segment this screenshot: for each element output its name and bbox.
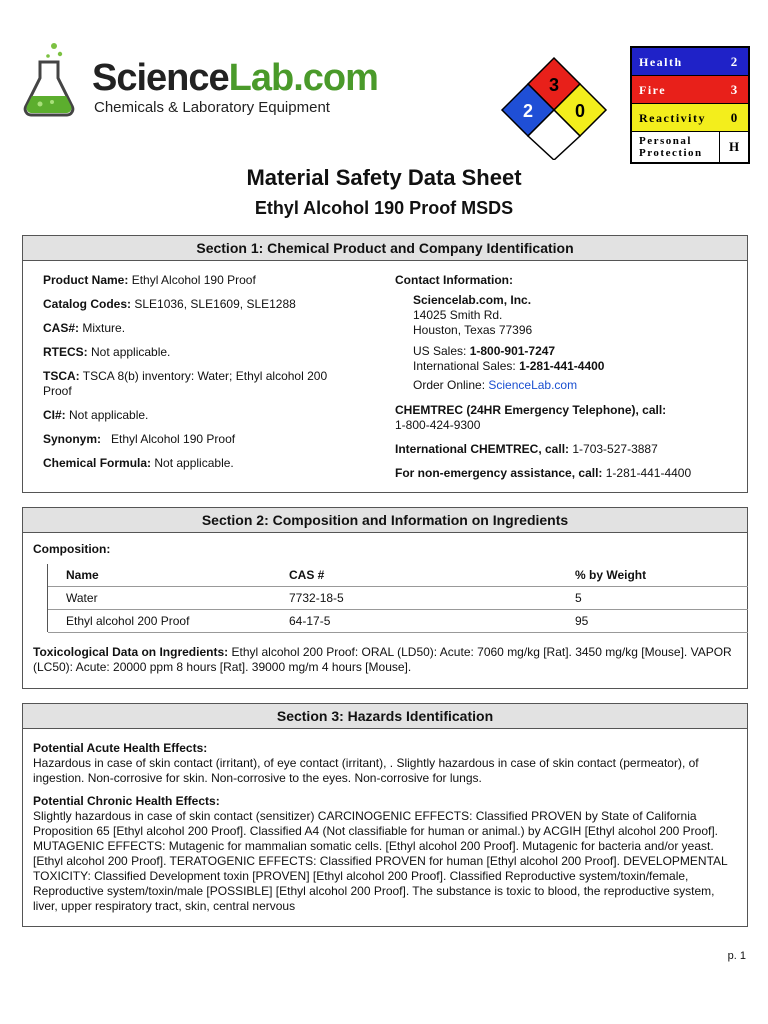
cell-weight: 5 <box>575 591 582 605</box>
hmis-row-personal-protection <box>632 132 748 162</box>
hmis-value: H <box>719 132 748 162</box>
table-row <box>48 586 748 609</box>
section-3 <box>22 703 748 927</box>
ci-number: CI#: Not applicable. <box>43 408 149 422</box>
cell-cas: 64-17-5 <box>289 614 331 628</box>
international-chemtrec: International CHEMTREC, call: 1-703-527-3887 <box>395 442 658 456</box>
nfpa-health-value: 2 <box>522 101 534 121</box>
hmis-label: Reactivity <box>639 110 706 125</box>
hmis-value: 2 <box>730 53 738 69</box>
column-header-name: Name <box>66 568 99 582</box>
hmis-label: Health <box>639 54 683 69</box>
international-sales: International Sales: 1-281-441-4400 <box>413 359 605 373</box>
us-sales: US Sales: 1-800-901-7247 <box>413 344 556 358</box>
chronic-effects-text: Slightly hazardous in case of skin contact (sensitizer) CARCINOGENIC EFFECTS: Classified PROVEN by State of California Proposition 65 [Ethyl alcohol 200 Proof]. Classified A4 (Not classifiable for human or animal.) by ACGIH [Ethyl alcohol 200 Proof]. MUTAGENIC EFFECTS: Mutagenic for mammalian somatic cells. [Ethyl alcohol 200 Proof]. Mutagenic for bacteria and/or yeast. [Ethyl alcohol 200 Proof]. TERATOGENIC EFFECTS: Classified PROVEN for human [Ethyl alcohol 200 Proof]. DEVELOPMENTAL TOXICITY: Classified Development toxin [PROVEN] [Ethyl alcohol 200 Proof]. Classified Reproductive system/toxin/female, Reproductive system/toxin/male [POSSIBLE] [Ethyl alcohol 200 Proof]. The substance is toxic to blood, the reproductive system, liver, upper respiratory tract, skin, central nervous <box>33 809 728 913</box>
sciencelab-link[interactable]: ScienceLab.com <box>488 378 578 392</box>
contact-information-label: Contact Information: <box>395 273 513 287</box>
brand-logo-text <box>92 58 378 98</box>
cell-cas: 7732-18-5 <box>289 591 344 605</box>
brand-tagline: Chemicals & Laboratory Equipment <box>94 99 330 116</box>
non-emergency-assistance: For non-emergency assistance, call: 1-281-441-4400 <box>395 466 692 480</box>
address-line-2: Houston, Texas 77396 <box>413 323 533 337</box>
hmis-label: Personal Protection <box>639 135 703 159</box>
nfpa-diamond <box>498 56 610 160</box>
page-number: p. 1 <box>727 950 746 962</box>
section-heading: Section 3: Hazards Identification <box>23 704 747 729</box>
flask-logo-icon <box>18 40 78 120</box>
brand-part-lab: Lab <box>228 57 294 99</box>
hmis-rating-table <box>630 46 750 164</box>
nfpa-fire-value: 3 <box>548 75 560 95</box>
chemtrec-phone: 1-800-424-9300 <box>395 418 481 432</box>
table-row <box>48 609 748 633</box>
cell-name: Water <box>66 591 98 605</box>
company-name: Sciencelab.com, Inc. <box>413 293 532 307</box>
hmis-value: 3 <box>730 81 738 97</box>
catalog-codes: Catalog Codes: SLE1036, SLE1609, SLE1288 <box>43 297 296 311</box>
acute-effects-label: Potential Acute Health Effects: <box>33 741 208 755</box>
nfpa-reactivity-value: 0 <box>574 101 586 121</box>
chronic-effects-label: Potential Chronic Health Effects: <box>33 794 220 808</box>
document-subtitle: Ethyl Alcohol 190 Proof MSDS <box>254 198 514 218</box>
brand-part-com: .com <box>293 57 378 99</box>
hmis-row-health <box>632 48 748 76</box>
hmis-value: 0 <box>730 109 738 125</box>
product-name: Product Name: Ethyl Alcohol 190 Proof <box>43 273 256 287</box>
chemical-formula: Chemical Formula: Not applicable. <box>43 456 234 470</box>
cell-name: Ethyl alcohol 200 Proof <box>66 614 190 628</box>
document-title: Material Safety Data Sheet <box>246 165 522 190</box>
section-heading: Section 1: Chemical Product and Company Identification <box>23 236 747 261</box>
column-header-cas: CAS # <box>289 568 325 582</box>
chemtrec-label: CHEMTREC (24HR Emergency Telephone), call: <box>395 403 667 417</box>
section-2 <box>22 507 748 689</box>
hmis-label: Fire <box>639 82 667 97</box>
table-header-row <box>48 564 748 586</box>
cas-number: CAS#: Mixture. <box>43 321 126 335</box>
brand-part-science: Science <box>92 57 229 99</box>
hmis-row-fire <box>632 76 748 104</box>
toxicological-data: Toxicological Data on Ingredients: Ethyl alcohol 200 Proof: ORAL (LD50): Acute: 7060 mg/kg [Rat]. 3450 mg/kg [Mouse]. VAPOR (LC50): Acute: 20000 ppm 8 hours [Rat]. 39000 mg/m 4 hours [Mouse]. <box>33 645 732 674</box>
synonym: Synonym: Ethyl Alcohol 190 Proof <box>43 432 236 446</box>
cell-weight: 95 <box>575 614 589 628</box>
acute-effects-text: Hazardous in case of skin contact (irritant), of eye contact (irritant), . Slightly hazardous in case of skin contact (permeator), of ingestion. Non-corrosive for skin. Non-corrosive to the eyes. Non-corrosive for lungs. <box>33 756 699 785</box>
hmis-row-reactivity <box>632 104 748 132</box>
section-heading: Section 2: Composition and Information on Ingredients <box>23 508 747 533</box>
composition-label: Composition: <box>33 542 111 556</box>
address-line-1: 14025 Smith Rd. <box>413 308 503 322</box>
order-online: Order Online: ScienceLab.com <box>413 378 578 392</box>
composition-table <box>47 564 748 632</box>
tsca: TSCA: TSCA 8(b) inventory: Water; Ethyl alcohol 200 Proof <box>43 369 328 398</box>
rtecs: RTECS: Not applicable. <box>43 345 171 359</box>
section-1 <box>22 235 748 493</box>
column-header-weight: % by Weight <box>575 568 647 582</box>
